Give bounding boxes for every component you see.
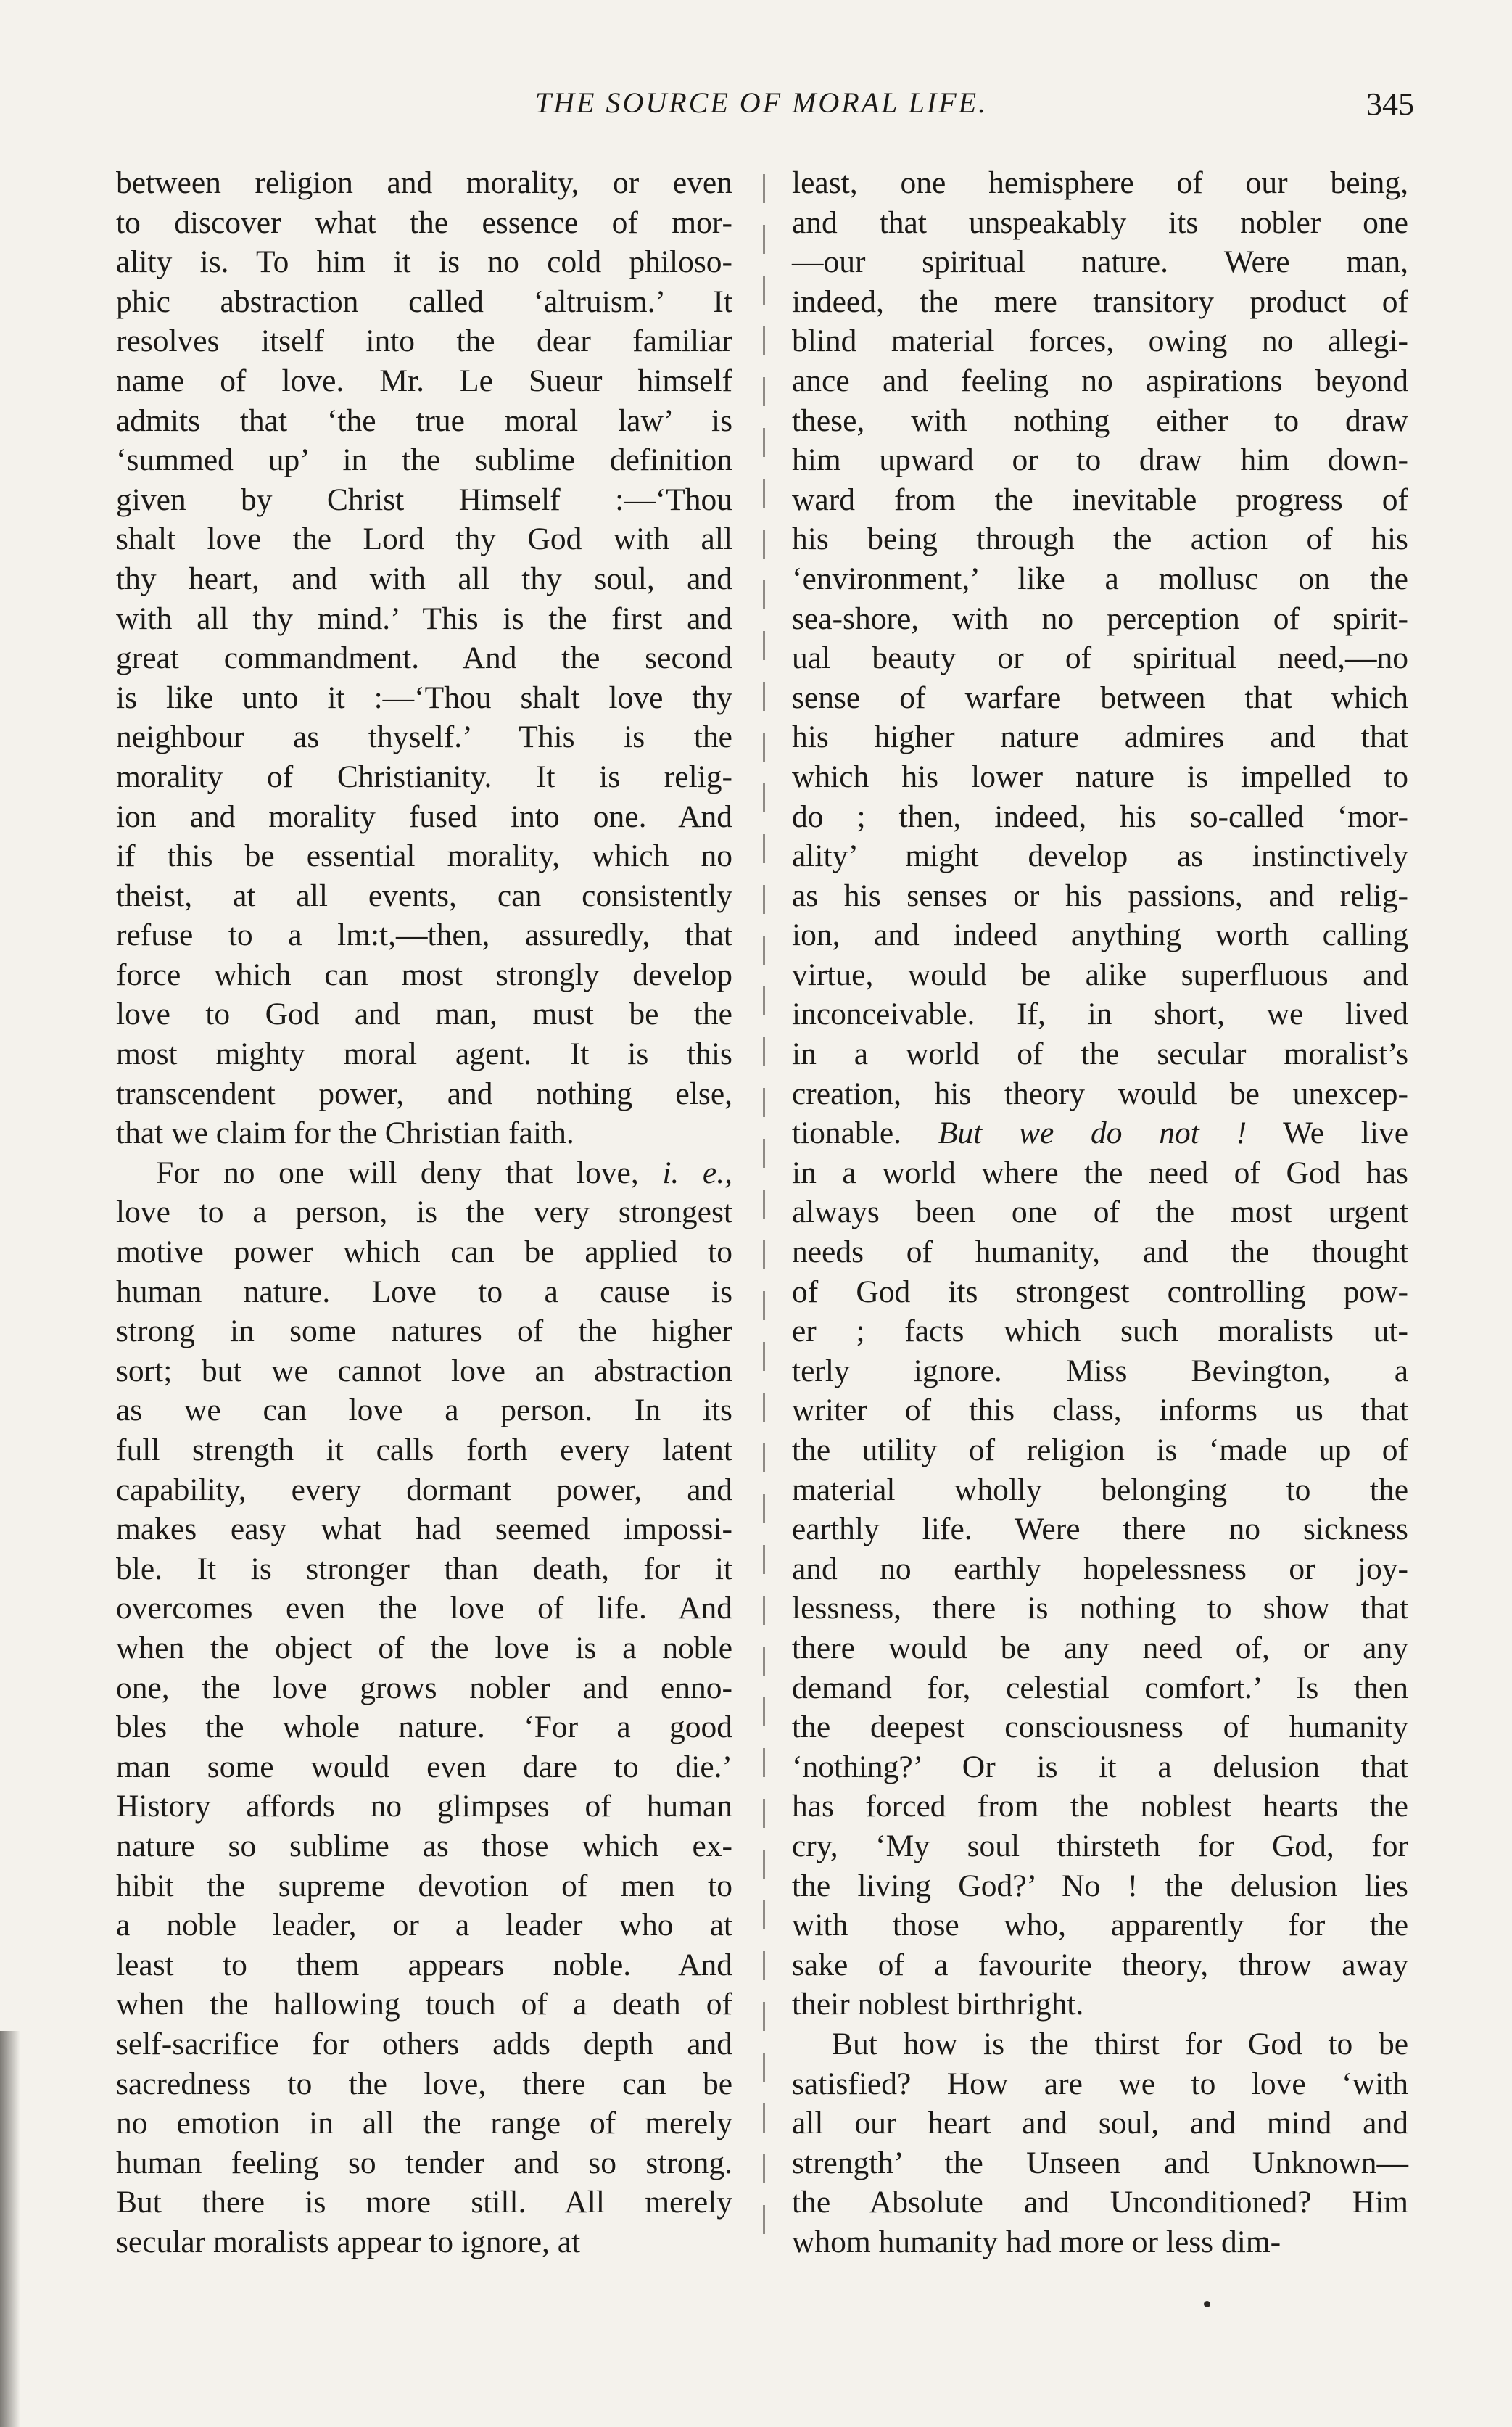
text-line: in a world of the secular moralist’s [792,1037,1408,1072]
text-line: there would be any need of, or any [792,1630,1408,1665]
text-line: blind material forces, owing no allegi- [792,324,1408,359]
text-line: ‘environment,’ like a mollusc on the [792,561,1408,596]
text-line: phic abstraction called ‘altruism.’ It [116,284,732,319]
text-line: the utility of religion is ‘made up of [792,1433,1408,1467]
binding-shadow [0,2031,20,2427]
text-line: the Absolute and Unconditioned? Him [792,2185,1408,2220]
text-line: strength’ the Unseen and Unknown— [792,2145,1408,2180]
text-line: human nature. Love to a cause is [116,1274,732,1309]
text-line: ance and feeling no aspirations beyond [792,363,1408,398]
text-line: creation, his theory would be unexcep- [792,1076,1408,1111]
text-line: man some would even dare to die.’ [116,1749,732,1784]
text-line: History affords no glimpses of human [116,1789,732,1824]
text-line: —our spiritual nature. Were man, [792,244,1408,280]
text-line: lessness, there is nothing to show that [792,1591,1408,1626]
text-line: always been one of the most urgent [792,1195,1408,1230]
text-line: strong in some natures of the higher [116,1314,732,1349]
text-line: bles the whole nature. ‘For a good [116,1710,732,1745]
text-line: which his lower nature is impelled to [792,759,1408,794]
text-line: morality of Christianity. It is relig- [116,759,732,794]
text-line: terly ignore. Miss Bevington, a [792,1353,1408,1388]
text-line: least, one hemisphere of our being, [792,165,1408,200]
text-line: nature so sublime as those which ex- [116,1828,732,1863]
text-line: capability, every dormant power, and [116,1472,732,1507]
text-line: ward from the inevitable progress of [792,482,1408,517]
text-line: ion and morality fused into one. And [116,799,732,834]
text-line: and no earthly hopelessness or joy- [792,1551,1408,1586]
text-line: the deepest consciousness of humanity [792,1710,1408,1745]
text-line: shalt love the Lord thy God with all [116,522,732,557]
text-line: of God its strongest controlling pow- [792,1274,1408,1309]
text-line: all our heart and soul, and mind and [792,2106,1408,2141]
text-line: demand for, celestial comfort.’ Is then [792,1670,1408,1705]
text-line: motive power which can be applied to [116,1235,732,1270]
text-line: do ; then, indeed, his so-called ‘mor- [792,799,1408,834]
emphasis-text: But we do not ! [938,1116,1247,1151]
running-title: THE SOURCE OF MORAL LIFE. [534,86,988,119]
text-line: with all thy mind.’ This is the first and [116,601,732,636]
text-line: as his senses or his passions, and relig- [792,878,1408,913]
right-text-column [792,163,1408,2262]
text-line: writer of this class, informs us that [792,1393,1408,1428]
text-line: hibit the supreme devotion of men to [116,1868,732,1903]
text-line: sacredness to the love, there can be [116,2066,732,2101]
text-line: in a world where the need of God has [792,1155,1408,1190]
text-line: ble. It is stronger than death, for it [116,1551,732,1586]
text-line: earthly life. Were there no sickness [792,1512,1408,1547]
text-line: as we can love a person. In its [116,1393,732,1428]
text-line: admits that ‘the true moral law’ is [116,403,732,438]
text-line: ‘nothing?’ Or is it a delusion that [792,1749,1408,1784]
left-text-column [116,163,732,2262]
text-line: sort; but we cannot love an abstraction [116,1353,732,1388]
text-line: For no one will deny that love, i. e., [156,1155,732,1190]
text-line: love to God and man, must be the [116,997,732,1032]
text-line: refuse to a lm:t,—then, assuredly, that [116,918,732,953]
text-line: ‘summed up’ in the sublime definition [116,442,732,478]
text-line: resolves itself into the dear familiar [116,324,732,359]
text-line: his higher nature admires and that [792,720,1408,755]
text-line: one, the love grows nobler and enno- [116,1670,732,1705]
text-line: is like unto it :—‘Thou shalt love thy [116,680,732,715]
text-line: needs of humanity, and the thought [792,1235,1408,1270]
text-line: But there is more still. All merely [116,2185,732,2220]
text-line: full strength it calls forth every latent [116,1433,732,1467]
text-line: self-sacrifice for others adds depth and [116,2026,732,2061]
text-line: given by Christ Himself :—‘Thou [116,482,732,517]
text-line: most mighty moral agent. It is this [116,1037,732,1072]
text-line: with those who, apparently for the [792,1908,1408,1943]
text-line: that we claim for the Christian faith. [116,1116,574,1151]
text-line: cry, ‘My soul thirsteth for God, for [792,1828,1408,1863]
text-line: ality is. To him it is no cold philoso- [116,244,732,280]
text-line: thy heart, and with all thy soul, and [116,561,732,596]
text-line: er ; facts which such moralists ut- [792,1314,1408,1349]
text-line: secular moralists appear to ignore, at [116,2224,581,2259]
text-line: sake of a favourite theory, throw away [792,1947,1408,1982]
text-line: ion, and indeed anything worth calling [792,918,1408,953]
text-line: the living God?’ No ! the delusion lies [792,1868,1408,1903]
text-line: his being through the action of his [792,522,1408,557]
text-line: makes easy what had seemed impossi- [116,1512,732,1547]
text-line: human feeling so tender and so strong. [116,2145,732,2180]
text-line: their noblest birthright. [792,1987,1084,2022]
ink-speck [1204,2301,1210,2307]
text-line: tionable. But we do not ! We live [792,1116,1408,1151]
text-line: indeed, the mere transitory product of [792,284,1408,319]
emphasis-text: i. e., [662,1155,732,1190]
text-line: great commandment. And the second [116,640,732,676]
text-line: to discover what the essence of mor- [116,205,732,240]
text-line: theist, at all events, can consistently [116,878,732,913]
text-line: transcendent power, and nothing else, [116,1076,732,1111]
text-line: satisfied? How are we to love ‘with [792,2066,1408,2101]
column-divider [763,174,765,2234]
text-line: if this be essential morality, which no [116,838,732,874]
text-line: sea-shore, with no perception of spirit- [792,601,1408,636]
text-line: love to a person, is the very strongest [116,1195,732,1230]
text-line: virtue, would be alike superfluous and [792,957,1408,992]
text-line: ual beauty or of spiritual need,—no [792,640,1408,676]
text-line: inconceivable. If, in short, we lived [792,997,1408,1032]
text-line: between religion and morality, or even [116,165,732,200]
text-line: force which can most strongly develop [116,957,732,992]
text-line: ality’ might develop as instinctively [792,838,1408,874]
text-line: whom humanity had more or less dim- [792,2224,1281,2259]
text-line: a noble leader, or a leader who at [116,1908,732,1943]
text-line: no emotion in all the range of merely [116,2106,732,2141]
text-line: But how is the thirst for God to be [832,2026,1408,2061]
text-line: material wholly belonging to the [792,1472,1408,1507]
text-line: and that unspeakably its nobler one [792,205,1408,240]
text-line: these, with nothing either to draw [792,403,1408,438]
page-number: 345 [1366,86,1414,122]
text-line: when the hallowing touch of a death of [116,1987,732,2022]
text-line: name of love. Mr. Le Sueur himself [116,363,732,398]
text-line: him upward or to draw him down- [792,442,1408,478]
text-line: sense of warfare between that which [792,680,1408,715]
text-line: has forced from the noblest hearts the [792,1789,1408,1824]
text-line: overcomes even the love of life. And [116,1591,732,1626]
text-line: neighbour as thyself.’ This is the [116,720,732,755]
text-line: least to them appears noble. And [116,1947,732,1982]
text-line: when the object of the love is a noble [116,1630,732,1665]
page-header [109,86,1414,136]
